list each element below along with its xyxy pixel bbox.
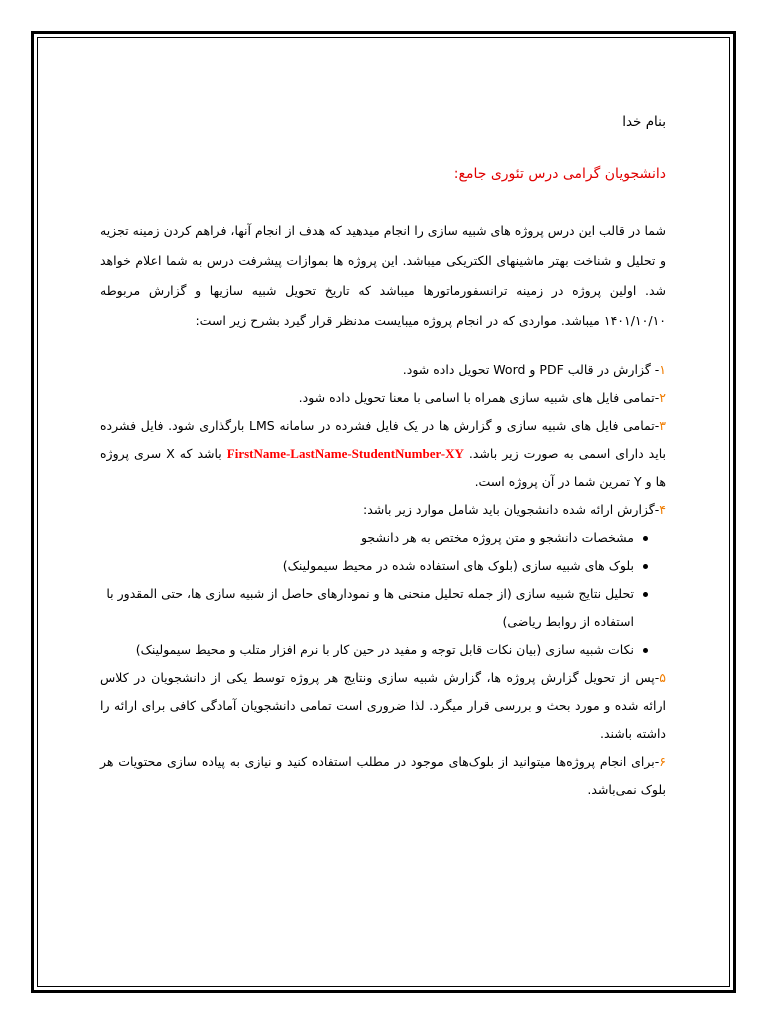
bullet-item: مشخصات دانشجو و متن پروژه مختص به هر دانشجو (100, 524, 648, 552)
item-number: ۶ (659, 754, 666, 769)
item-text: -تمامی فایل های شبیه سازی و گزارش ها در یک فایل فشرده در سامانه LMS بارگذاری شود. فایل فشرده باید دارای اسمی به صورت زیر باشد. (100, 418, 666, 461)
item-number: ۴ (659, 502, 666, 517)
item-number: ۵ (659, 670, 666, 685)
item-text: -گزارش ارائه شده دانشجویان باید شامل موارد زیر باشد: (363, 502, 660, 517)
list-item (100, 412, 666, 496)
item-text: باشد که X سری پروژه ها و Y تمرین شما در آن پروژه است. (100, 446, 666, 489)
bullet-item: نکات شبیه سازی (بیان نکات قابل توجه و مفید در حین کار با نرم افزار متلب و محیط سیمولینک) (100, 636, 648, 664)
document-heading: دانشجویان گرامی درس تئوری جامع: (453, 166, 666, 182)
list-item (100, 748, 666, 804)
item-text: -برای انجام پروژه‌ها میتوانید از بلوک‌های موجود در مطلب استفاده کنید و نیازی به پیاده سازی محتویات هر بلوک نمی‌باشد. (100, 754, 666, 797)
list-item (100, 496, 666, 524)
item-text: -تمامی فایل های شبیه سازی همراه با اسامی با معنا تحویل داده شود. (298, 390, 660, 405)
list-item (100, 384, 666, 412)
list-item (100, 664, 666, 748)
list-item (100, 356, 666, 384)
item-number: ۳ (659, 418, 666, 433)
requirements-list (100, 356, 666, 804)
bullet-item: تحلیل نتایج شبیه سازی (از جمله تحلیل منحنی ها و نمودارهای حاصل از شبیه سازی ها، حتی المقدور با استفاده از روابط ریاضی) (100, 580, 648, 636)
intro-paragraph: شما در قالب این درس پروژه های شبیه سازی را انجام میدهید که هدف از انجام آنها، فراهم کردن زمینه تجزیه و تحلیل و شناخت بهتر ماشینهای الکتریکی میباشد. این پروژه ها بموازات پیشرفت درس به شما اعلام خواهد شد. اولین پروژه در زمینه ترانسفورماتورها میباشد که تاریخ تحویل شبیه سازیها و گزارش مربوطه ۱۴۰۱/۱۰/۱۰ میباشد. مواردی که در انجام پروژه میبایست مدنظر قرار گیرد بشرح زیر است: (100, 223, 666, 328)
item-number: ۱ (659, 362, 666, 377)
bullet-item: بلوک های شبیه سازی (بلوک های استفاده شده در محیط سیمولینک) (100, 552, 648, 580)
item-text: -پس از تحویل گزارش پروژه ها، گزارش شبیه سازی ونتایج هر پروژه توسط یکی از دانشجویان در کلاس ارائه شده و مورد بحث و بررسی قرار میگرد. لذا ضروری است تمامی دانشجویان آمادگی کافی برای ارائه را داشته باشند. (100, 670, 666, 741)
report-contents-list (100, 524, 666, 664)
item-text: - گزارش در قالب PDF و Word تحویل داده شود. (402, 362, 660, 377)
item-number: ۲ (659, 390, 666, 405)
filename-format: FirstName-LastName-StudentNumber-XY (226, 446, 464, 461)
document-title: بنام خدا (622, 114, 666, 130)
